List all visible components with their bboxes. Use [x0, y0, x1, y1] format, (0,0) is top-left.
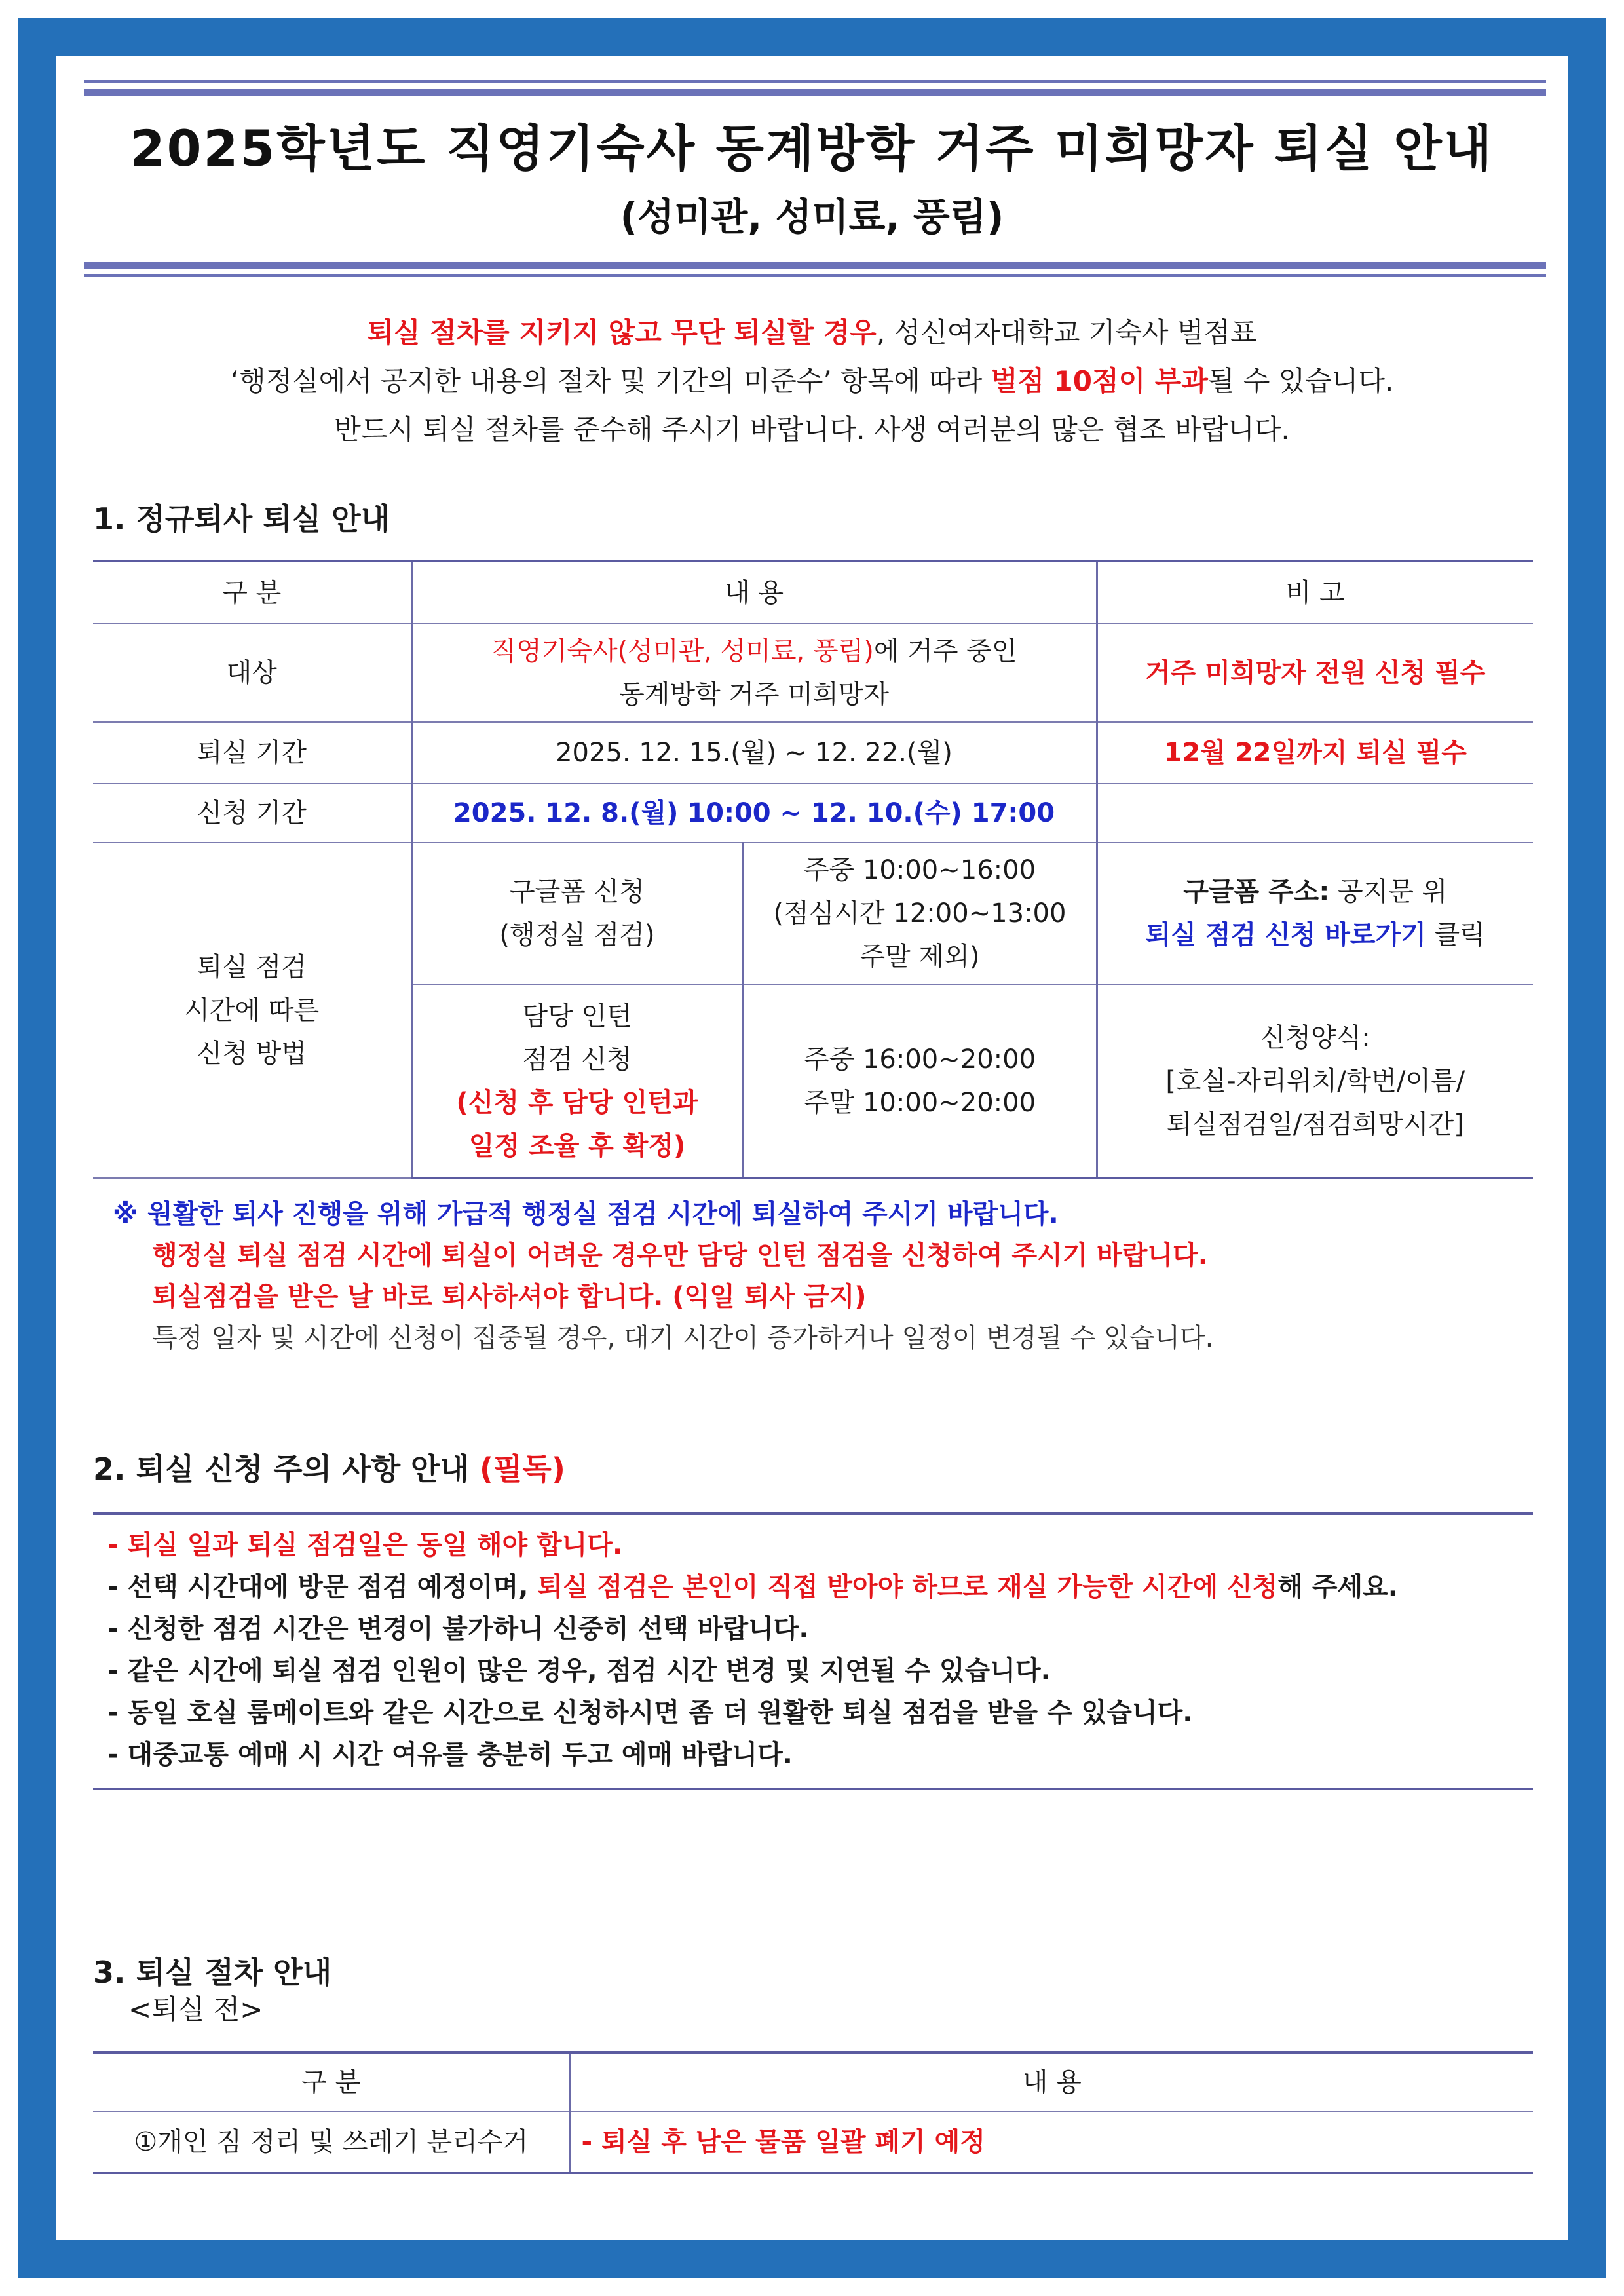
intern-type-red-2: 일정 조율 후 확정) — [468, 1130, 686, 1161]
intern-type-1: 담당 인턴 — [522, 1001, 632, 1031]
section1-heading: 1. 정규퇴사 퇴실 안내 — [93, 501, 390, 537]
intro-line1: , 성신여자대학교 기숙사 벌점표 — [876, 316, 1257, 349]
googleform-type-2: (행정실 점검) — [499, 920, 655, 950]
procedure-table — [93, 2051, 1533, 2174]
intro-notice — [56, 309, 1568, 454]
intern-type-2: 점검 신청 — [522, 1044, 632, 1075]
apply-content: 2025. 12. 8.(월) 10:00 ~ 12. 10.(수) 17:00 — [411, 784, 1097, 843]
googleform-type-1: 구글폼 신청 — [510, 877, 645, 907]
method-label-2: 시간에 따른 — [184, 995, 320, 1025]
procedure-header-row — [93, 2052, 1533, 2111]
intro-line3: 반드시 퇴실 절차를 준수해 주시기 바랍니다. 사생 여러분의 많은 협조 바랍니다. — [334, 413, 1290, 446]
procedure-col-category: 구 분 — [93, 2052, 570, 2111]
table-row-method-1 — [93, 843, 1533, 984]
intern-time-2: 주말 10:00~20:00 — [803, 1087, 1036, 1118]
method-googleform-note — [1097, 843, 1533, 984]
document-page — [56, 56, 1568, 2240]
intro-warning: 퇴실 절차를 지키지 않고 무단 퇴실할 경우 — [367, 316, 877, 349]
intern-note-1: 신청양식: — [1260, 1022, 1370, 1053]
list-item: - 동일 호실 룸메이트와 같은 시간으로 신청하시면 좀 더 원활한 퇴실 점검을 받을 수 있습니다. — [107, 1698, 1193, 1728]
target-text-2: 동계방학 거주 미희망자 — [619, 679, 889, 710]
note-1: ※ 원활한 퇴사 진행을 위해 가급적 행정실 점검 시간에 퇴실하여 주시기 바랍니다. — [113, 1199, 1059, 1229]
googleform-label: 구글폼 주소: — [1183, 877, 1330, 907]
col-header-note: 비 고 — [1097, 561, 1533, 624]
procedure-col-content: 내 용 — [570, 2052, 1533, 2111]
table-row-apply — [93, 784, 1533, 843]
list-item — [93, 1566, 1533, 1608]
googleform-click: 클릭 — [1426, 920, 1485, 950]
intern-note-2: [호실-자리위치/학번/이름/ — [1165, 1065, 1465, 1096]
googleform-time-2: (점심시간 12:00~13:00 — [773, 898, 1067, 928]
period-note: 12월 22일까지 퇴실 필수 — [1097, 722, 1533, 784]
googleform-text: 공지문 위 — [1329, 877, 1448, 907]
apply-note — [1097, 784, 1533, 843]
row-label-period: 퇴실 기간 — [93, 722, 411, 784]
procedure-row-content: - 퇴실 후 남은 물품 일괄 폐기 예정 — [570, 2111, 1533, 2173]
googleform-time-1: 주중 10:00~16:00 — [803, 855, 1036, 885]
list-item: - 대중교통 예매 시 시간 여유를 충분히 두고 예매 바랍니다. — [107, 1740, 793, 1770]
intro-line2: ‘행정실에서 공지한 내용의 절차 및 기간의 미준수’ 항목에 따라 — [230, 365, 991, 397]
page-subtitle: (성미관, 성미료, 풍림) — [620, 195, 1004, 239]
section2-heading-text: 2. 퇴실 신청 주의 사항 안내 — [93, 1451, 480, 1487]
method-googleform-time — [743, 843, 1097, 984]
col-header-category: 구 분 — [93, 561, 411, 624]
page-title: 2025학년도 직영기숙사 동계방학 거주 미희망자 퇴실 안내 — [130, 119, 1494, 178]
title-rule-bottom-1 — [84, 262, 1546, 269]
procedure-row-label: ①개인 짐 정리 및 쓰레기 분리수거 — [93, 2111, 570, 2173]
period-content: 2025. 12. 15.(월) ~ 12. 22.(월) — [411, 722, 1097, 784]
target-note: 거주 미희망자 전원 신청 필수 — [1097, 624, 1533, 722]
title-rule-bottom-2 — [84, 274, 1546, 277]
item2-text: - 선택 시간대에 방문 점검 예정이며, — [107, 1572, 538, 1602]
note-3: 퇴실점검을 받은 날 바로 퇴사하셔야 합니다. (익일 퇴사 금지) — [152, 1282, 867, 1312]
method-intern-note — [1097, 984, 1533, 1178]
schedule-table — [93, 560, 1533, 1179]
list-item: - 같은 시간에 퇴실 점검 인원이 많은 경우, 점검 시간 변경 및 지연될 수 있습니다. — [107, 1656, 1051, 1686]
table-row-period — [93, 722, 1533, 784]
section3-heading: 3. 퇴실 절차 안내 — [93, 1955, 332, 1990]
table-header-row — [93, 561, 1533, 624]
section3-subheading: <퇴실 전> — [128, 1993, 263, 2025]
method-intern-type — [411, 984, 743, 1178]
section2-heading-required: (필독) — [479, 1451, 565, 1487]
col-header-content: 내 용 — [411, 561, 1097, 624]
intern-note-3: 퇴실점검일/점검희망시간] — [1166, 1109, 1464, 1139]
section2-heading — [93, 1445, 565, 1489]
section2-list — [93, 1512, 1533, 1790]
method-label-3: 신청 방법 — [197, 1039, 307, 1069]
target-text: 에 거주 중인 — [873, 636, 1017, 666]
row-label-method — [93, 843, 411, 1178]
intro-line2-end: 될 수 있습니다. — [1207, 365, 1394, 397]
intern-time-1: 주중 16:00~20:00 — [803, 1044, 1036, 1075]
item2-emphasis: 퇴실 점검은 본인이 직접 받아야 하므로 재실 가능한 시간에 신청 — [537, 1572, 1278, 1602]
target-content — [411, 624, 1097, 722]
method-googleform-type — [411, 843, 743, 984]
procedure-row — [93, 2111, 1533, 2173]
note-2: 행정실 퇴실 점검 시간에 퇴실이 어려운 경우만 담당 인턴 점검을 신청하여 주시기 바랍니다. — [152, 1240, 1208, 1271]
intro-penalty: 벌점 10점이 부과 — [991, 365, 1208, 397]
title-rule-top-1 — [84, 80, 1546, 83]
checkout-form-link[interactable]: 퇴실 점검 신청 바로가기 — [1145, 920, 1426, 950]
note-4: 특정 일자 및 시간에 신청이 집중될 경우, 대기 시간이 증가하거나 일정이 변경될 수 있습니다. — [152, 1323, 1214, 1353]
intern-type-red-1: (신청 후 담당 인턴과 — [456, 1087, 698, 1118]
table-row-target — [93, 624, 1533, 722]
googleform-time-3: 주말 제외) — [859, 942, 980, 972]
title-rule-top-2 — [84, 89, 1546, 96]
row-label-apply: 신청 기간 — [93, 784, 411, 843]
section1-notes — [113, 1194, 1213, 1359]
method-intern-time — [743, 984, 1097, 1178]
item2-text-end: 해 주세요. — [1277, 1572, 1398, 1602]
list-item: - 신청한 점검 시간은 변경이 불가하니 신중히 선택 바랍니다. — [107, 1614, 809, 1644]
target-dorms: 직영기숙사(성미관, 성미료, 풍림) — [491, 636, 874, 666]
list-item: - 퇴실 일과 퇴실 점검일은 동일 해야 합니다. — [107, 1530, 623, 1560]
row-label-target: 대상 — [93, 624, 411, 722]
method-label-1: 퇴실 점검 — [197, 952, 307, 982]
